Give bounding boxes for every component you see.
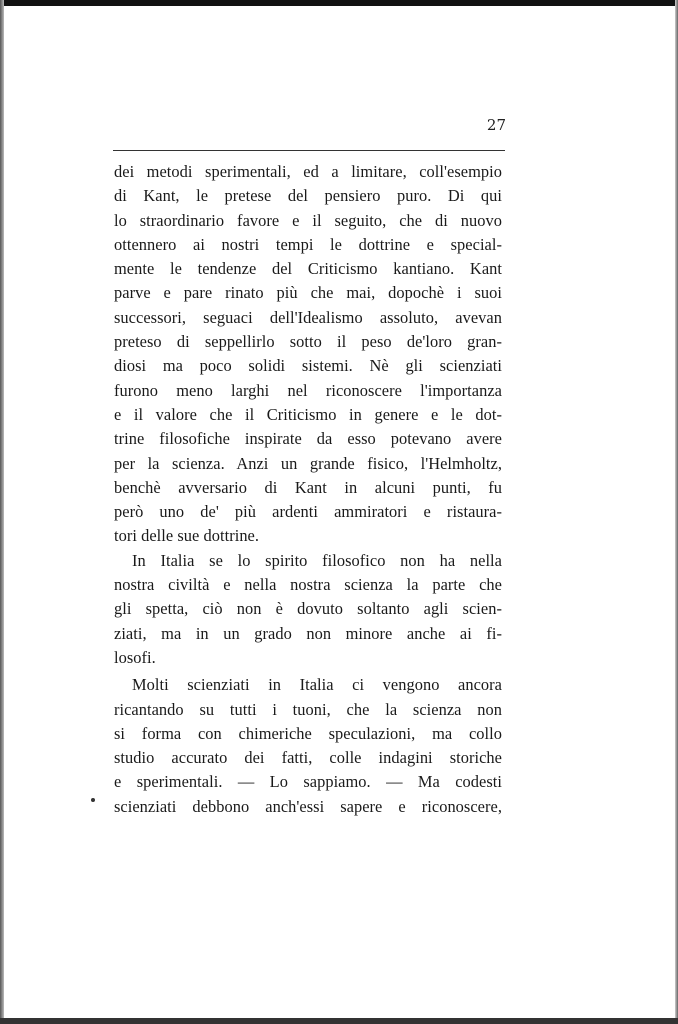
paragraph-2 (114, 549, 502, 670)
text-line: però uno de' più ardenti ammiratori e ristaura- (114, 502, 502, 522)
text-line: di Kant, le pretese del pensiero puro. Di qui (114, 186, 502, 206)
text-line: dei metodi sperimentali, ed a limitare, coll'esempio (114, 162, 502, 181)
text-line: e il valore che il Criticismo in genere e le dot- (114, 404, 502, 424)
margin-mark (91, 798, 95, 802)
text-line: In Italia se lo spirito filosofico non ha nella (132, 550, 502, 570)
scan-border-top (0, 0, 678, 6)
text-line: ziati, ma in un grado non minore anche ai fi- (114, 623, 502, 643)
text-line: nostra civiltà e nella nostra scienza la parte che (114, 575, 502, 595)
text-line: losofi. (114, 647, 156, 667)
text-line: tori delle sue dottrine. (114, 526, 260, 546)
body-text (114, 160, 502, 819)
text-line: Molti scienziati in Italia ci vengono ancora (132, 675, 502, 695)
header-rule (113, 150, 505, 151)
text-line: lo straordinario favore e il seguito, che di nuovo (114, 210, 502, 230)
text-line: mente le tendenze del Criticismo kantiano. Kant (114, 259, 502, 279)
scan-border-left (0, 0, 4, 1024)
text-line: studio accurato dei fatti, colle indagini storiche (114, 748, 502, 768)
text-line: benchè avversario di Kant in alcuni punti, fu (114, 477, 502, 497)
text-line: e sperimentali. — Lo sappiamo. — Ma codesti (114, 772, 502, 792)
text-line: trine filosofiche inspirate da esso potevano avere (114, 429, 502, 449)
text-line: preteso di seppellirlo sotto il peso de'loro gran- (114, 332, 502, 352)
text-line: parve e pare rinato più che mai, dopochè i suoi (114, 283, 502, 303)
text-line: scienziati debbono anch'essi sapere e riconoscere, (114, 796, 502, 816)
text-line: successori, seguaci dell'Idealismo assoluto, avevan (114, 307, 502, 327)
text-line: per la scienza. Anzi un grande fisico, l'Helmholtz, (114, 453, 502, 473)
page-number: 27 (486, 116, 506, 134)
text-line: furono meno larghi nel riconoscere l'importanza (114, 380, 502, 400)
text-line: gli spetta, ciò non è dovuto soltanto agli scien- (114, 599, 502, 619)
text-line: si forma con chimeriche speculazioni, ma collo (114, 723, 502, 743)
paragraph-1 (114, 160, 502, 549)
paragraph-3 (114, 673, 502, 819)
scan-border-bottom (0, 1018, 678, 1024)
text-line: diosi ma poco solidi sistemi. Nè gli scienziati (114, 356, 502, 376)
text-line: ricantando su tutti i tuoni, che la scienza non (114, 699, 502, 719)
text-line: ottennero ai nostri tempi le dottrine e special- (114, 234, 502, 254)
